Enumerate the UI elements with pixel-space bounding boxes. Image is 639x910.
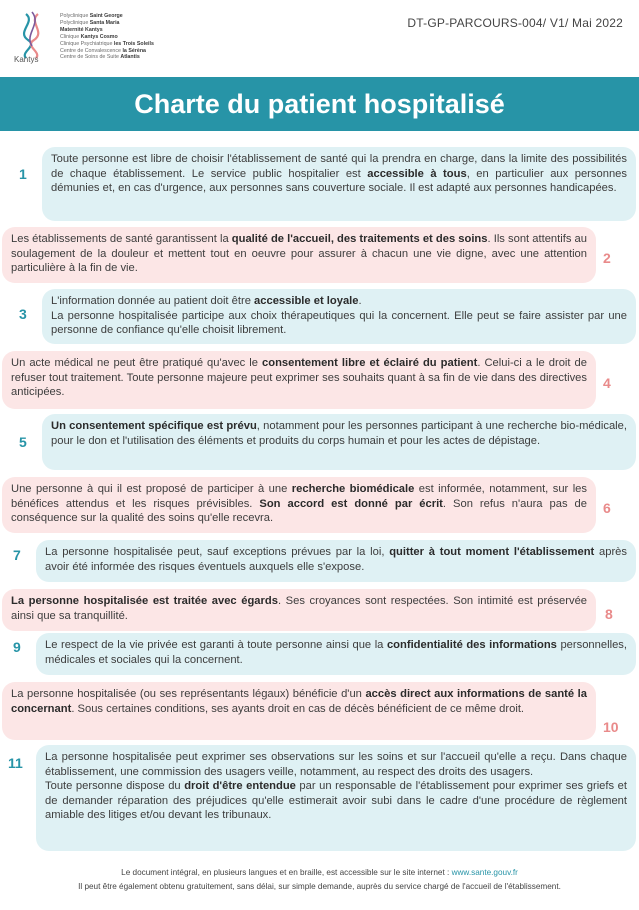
clinic-label: Maternité Kantys [60,26,103,33]
clinic-list [60,13,154,61]
document-reference: DT-GP-PARCOURS-004/ V1/ Mai 2022 [407,16,623,30]
logo-name: Kantys [14,55,39,64]
body-text: , en particulier aux personnes démunies et, en cas d'urgence, aux personnes sans couverture sociale. Il est adapté aux personnes handicapées. [51,167,627,195]
item-text [2,682,596,740]
body-text: est informée, notamment, sur les bénéfices attendus et les risques prévisibles. [11,483,588,510]
emphasis-text: accès direct aux informations de santé la concernant [11,688,587,715]
clinic-label: les Trois Soleils [113,40,154,47]
emphasis-text: consentement libre et éclairé du patient [262,357,478,369]
emphasis-text: Son accord est donné par écrit [259,497,443,510]
header [0,0,639,76]
emphasis-text: recherche biomédicale [291,483,415,495]
clinic-label: la Sérèna [122,47,146,54]
item-number: 7 [13,547,21,563]
body-text: La personne hospitalisée peut exprimer ses observations sur les soins et sur l'accueil qu'elle a reçu. Dans chaque établissement, une commission des usagers veille, notamment, au respect des droits des usagers. [45,751,627,778]
emphasis-text: La personne hospitalisée est traitée avec égards [11,595,278,607]
clinic-prefix: Clinique [60,33,81,40]
emphasis-text: accessible et loyale [254,295,359,307]
body-text: . Ses croyances sont respectées. Son intimité est préservée ainsi que sa tranquillité. [11,595,588,622]
item-number: 1 [19,166,27,182]
clinic-prefix: Polyclinique [60,13,90,19]
clinic-prefix: Centre de Soins de Suite [60,54,121,61]
body-text: La personne hospitalisée participe aux choix thérapeutiques qui la concernent. Elle peut se faire assister par une personne de confiance qu'elle choisit librement. [51,309,627,337]
item-text [2,351,596,409]
emphasis-text: Un consentement spécifique est prévu [51,420,257,432]
item-text [36,540,636,582]
body-text: Toute personne est libre de choisir l'établissement de santé qui la prendra en charge, dans la limite des possibilités de chaque établissement. Le service public hospitalier est [51,153,627,180]
clinic-name [60,27,154,34]
footer-line-2: Il peut être également obtenu gratuitement, sans délai, sur simple demande, auprès du service chargé de l'accueil de l'établissement. [78,882,561,891]
item-text [2,227,596,283]
item-number: 11 [8,755,23,771]
item-number: 4 [603,375,611,391]
body-text: . Ils sont attentifs au soulagement de la douleur et mettent tout en oeuvre pour assurer à chacun une vie digne, avec une attention particulière à la fin de vie. [11,233,587,275]
item-text [36,745,636,851]
body-text: . [358,295,362,307]
clinic-name [60,41,154,48]
item-text [42,147,636,221]
body-text: Toute personne dispose du [45,780,185,793]
clinic-prefix: Clinique Psychiatrique [60,40,114,47]
item-text [36,633,636,675]
clinic-name [60,54,154,61]
item-number: 5 [19,434,27,450]
body-text: Un acte médical ne peut être pratiqué qu'avec le [11,357,263,369]
item-text [42,414,636,470]
clinic-name [60,13,154,20]
body-text: . Son refus n'aura pas de conséquence sur la qualité des soins qu'elle recevra. [11,497,587,525]
clinic-label: Santa Maria [89,19,120,26]
emphasis-text: qualité de l'accueil, des traitements et des soins [231,233,488,245]
website-link[interactable]: www.sante.gouv.fr [451,868,518,877]
body-text: La personne hospitalisée (ou ses représentants légaux) bénéficie d'un [11,688,366,700]
item-text [2,589,596,631]
body-text: personnelles, médicales et sociales qui la concernent. [45,639,627,666]
clinic-name [60,20,154,27]
body-text: . Sous certaines conditions, ses ayants droit en cas de décès bénéficient de ce même droit. [71,702,525,715]
body-text: , notamment pour les personnes participant à une recherche bio-médicale, pour le don et l'utilisation des éléments et produits du corps humain et pour les actes de dépistage. [51,420,627,447]
item-text [42,289,636,344]
item-number: 6 [603,500,611,516]
body-text: Les établissements de santé garantissent la [11,233,232,245]
clinic-prefix: Centre de Convalescence [60,47,123,54]
clinic-name [60,34,154,41]
clinic-label: Atlantis [120,54,140,61]
page-title: Charte du patient hospitalisé [0,77,639,131]
body-text: L'information donnée au patient doit être [51,295,255,307]
body-text: par un responsable de l'établissement pour exprimer ses griefs et de demander réparation des préjudices qu'elle estimerait avoir subi dans le cadre d'une procédure de règlement amiable des litiges et/ou devant les tribunaux. [45,780,627,822]
item-number: 8 [605,606,613,622]
body-text: Une personne à qui il est proposé de participer à une [11,483,292,495]
body-text: après avoir été informée des risques éventuels auxquels elle s'expose. [45,546,627,573]
body-text: Le respect de la vie privée est garanti à toute personne ainsi que la [45,639,387,651]
footer-line-1 [0,868,639,877]
clinic-label: Kantys Cosmo [80,33,118,40]
clinic-label: Saint George [89,13,123,19]
emphasis-text: quitter à tout moment l'établissement [389,546,595,558]
item-text [2,477,596,533]
emphasis-text: droit d'être entendue [184,780,296,793]
body-text: . Celui-ci a le droit de refuser tout traitement. Toute personne majeure peut exprimer ses souhaits quant à sa fin de vie dans des directives anticipées. [11,357,587,399]
emphasis-text: confidentialité des informations [386,639,557,651]
item-number: 9 [13,639,21,655]
footer-text: Le document intégral, en plusieurs langues et en braille, est accessible sur le site internet : [121,868,452,877]
item-number: 3 [19,306,27,322]
clinic-prefix: Polyclinique [60,19,90,26]
clinic-name [60,48,154,55]
item-number: 10 [603,719,619,735]
body-text: La personne hospitalisée peut, sauf exceptions prévues par la loi, [45,546,390,558]
item-number: 2 [603,250,611,266]
emphasis-text: accessible à tous [367,167,467,180]
